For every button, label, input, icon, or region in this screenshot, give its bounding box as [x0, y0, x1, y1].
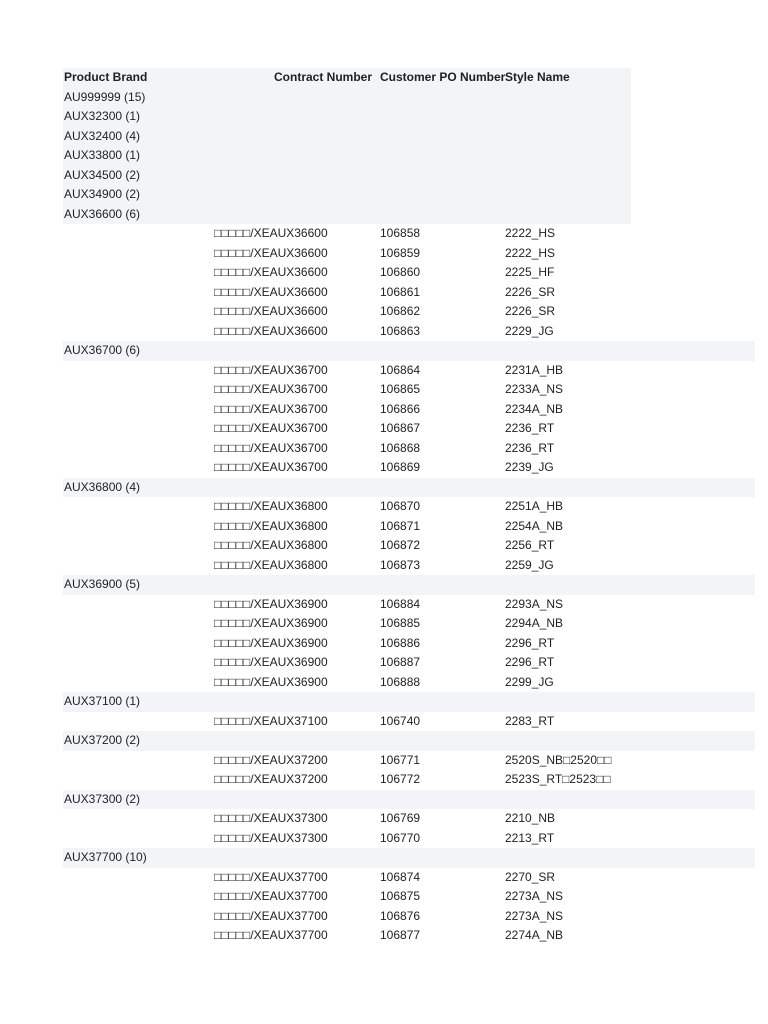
- customer-po-cell: 106869: [380, 460, 421, 474]
- style-name-cell: 2210_NB: [505, 811, 556, 825]
- table-row[interactable]: [63, 614, 755, 634]
- contract-number-cell: □□□□□/XEAUX36800: [214, 518, 328, 533]
- brand-label: AUX37700 (10): [64, 850, 147, 864]
- contract-number-cell: □□□□□/XEAUX36700: [214, 460, 328, 474]
- style-name-cell: 2296_RT: [505, 635, 555, 650]
- customer-po-cell: 106865: [380, 382, 421, 396]
- contract-number-cell: □□□□□/XEAUX37700: [214, 869, 328, 884]
- contract-number-cell: □□□□□/XEAUX37200: [214, 772, 328, 786]
- table-row[interactable]: [63, 712, 755, 732]
- style-name-cell: 2236_RT: [505, 421, 555, 435]
- table-row[interactable]: [63, 302, 755, 322]
- brand-list: [63, 88, 755, 225]
- contract-number-cell: □□□□□/XEAUX37200: [214, 752, 328, 767]
- style-name-cell: 2226_SR: [505, 284, 556, 299]
- style-name-cell: 2293A_NS: [505, 596, 564, 611]
- customer-po-cell: 106772: [380, 772, 421, 786]
- brand-row[interactable]: [63, 146, 631, 166]
- style-name-cell: 2273A_NS: [505, 908, 564, 923]
- customer-po-cell: 106740: [380, 713, 421, 728]
- contract-number-cell: □□□□□/XEAUX36700: [214, 401, 328, 416]
- contract-number-cell: □□□□□/XEAUX36700: [214, 362, 328, 377]
- table-row[interactable]: [63, 673, 755, 693]
- brand-label: AUX36700 (6): [64, 343, 141, 357]
- style-name-cell: 2294A_NB: [505, 616, 564, 630]
- contract-number-cell: □□□□□/XEAUX36900: [214, 674, 328, 689]
- table-row[interactable]: [63, 770, 755, 790]
- style-name-cell: 2233A_NS: [505, 382, 564, 396]
- table-row[interactable]: [63, 263, 755, 283]
- customer-po-cell: 106885: [380, 616, 421, 630]
- contract-number-cell: □□□□□/XEAUX36600: [214, 265, 328, 279]
- style-name-cell: 2274A_NB: [505, 928, 564, 942]
- customer-po-cell: 106861: [380, 284, 421, 299]
- brand-row[interactable]: [63, 692, 755, 712]
- brand-row[interactable]: [63, 127, 631, 147]
- table-row[interactable]: [63, 283, 755, 303]
- header-style-name: Style Name: [505, 70, 570, 84]
- table-row[interactable]: [63, 458, 755, 478]
- table-row[interactable]: [63, 400, 755, 420]
- brand-label: AU999999 (15): [64, 89, 146, 104]
- brand-row[interactable]: [63, 848, 755, 868]
- brand-row[interactable]: [63, 478, 755, 498]
- customer-po-cell: 106770: [380, 830, 421, 845]
- brand-label: AUX36800 (4): [64, 479, 141, 494]
- table-header-row: [63, 68, 631, 88]
- contract-number-cell: □□□□□/XEAUX36600: [214, 284, 328, 299]
- table-row[interactable]: [63, 809, 755, 829]
- customer-po-cell: 106863: [380, 323, 421, 338]
- brand-label: AUX37200 (2): [64, 733, 141, 747]
- customer-po-cell: 106877: [380, 928, 421, 942]
- contract-number-cell: □□□□□/XEAUX36800: [214, 499, 328, 513]
- table-row[interactable]: [63, 536, 755, 556]
- table-row[interactable]: [63, 829, 755, 849]
- contract-number-cell: □□□□□/XEAUX36700: [214, 440, 328, 455]
- table-row[interactable]: [63, 751, 755, 771]
- customer-po-cell: 106872: [380, 538, 421, 552]
- brand-row[interactable]: [63, 205, 631, 225]
- brand-row[interactable]: [63, 166, 631, 186]
- style-name-cell: 2213_RT: [505, 830, 555, 845]
- brand-label: AUX32300 (1): [64, 109, 141, 123]
- customer-po-cell: 106887: [380, 655, 421, 669]
- table-row[interactable]: [63, 224, 755, 244]
- table-row[interactable]: [63, 497, 755, 517]
- style-name-cell: 2236_RT: [505, 440, 555, 455]
- contract-number-cell: □□□□□/XEAUX36700: [214, 421, 328, 435]
- brand-row[interactable]: [63, 88, 631, 108]
- style-name-cell: 2270_SR: [505, 869, 556, 884]
- customer-po-cell: 106874: [380, 869, 421, 884]
- brand-label: AUX32400 (4): [64, 128, 141, 143]
- customer-po-cell: 106870: [380, 499, 421, 513]
- style-name-cell: 2234A_NB: [505, 401, 564, 416]
- contract-number-cell: □□□□□/XEAUX36900: [214, 596, 328, 611]
- table-row[interactable]: [63, 361, 755, 381]
- table-row[interactable]: [63, 419, 755, 439]
- contract-number-cell: □□□□□/XEAUX37300: [214, 811, 328, 825]
- brand-label: AUX37100 (1): [64, 694, 141, 708]
- customer-po-cell: 106875: [380, 889, 421, 903]
- customer-po-cell: 106866: [380, 401, 421, 416]
- table-row[interactable]: [63, 653, 755, 673]
- contract-number-cell: □□□□□/XEAUX36600: [214, 245, 328, 260]
- style-name-cell: 2229_JG: [505, 323, 554, 338]
- table-row[interactable]: [63, 887, 755, 907]
- customer-po-cell: 106858: [380, 226, 421, 240]
- contract-number-cell: □□□□□/XEAUX36800: [214, 557, 328, 572]
- table-row[interactable]: [63, 322, 755, 342]
- style-name-cell: 2259_JG: [505, 557, 554, 572]
- customer-po-cell: 106888: [380, 674, 421, 689]
- contract-number-cell: □□□□□/XEAUX37700: [214, 889, 328, 903]
- customer-po-cell: 106862: [380, 304, 421, 318]
- style-name-cell: 2222_HS: [505, 226, 556, 240]
- contract-number-cell: □□□□□/XEAUX36900: [214, 655, 328, 669]
- contract-number-cell: □□□□□/XEAUX37100: [214, 713, 328, 728]
- brand-label: AUX33800 (1): [64, 148, 141, 162]
- customer-po-cell: 106771: [380, 752, 421, 767]
- style-name-cell: 2226_SR: [505, 304, 556, 318]
- brand-label: AUX36900 (5): [64, 577, 141, 591]
- contract-number-cell: □□□□□/XEAUX37700: [214, 908, 328, 923]
- customer-po-cell: 106867: [380, 421, 421, 435]
- style-name-cell: 2283_RT: [505, 713, 555, 728]
- customer-po-cell: 106860: [380, 265, 421, 279]
- style-name-cell: 2239_JG: [505, 460, 554, 474]
- brand-row[interactable]: [63, 575, 755, 595]
- style-name-cell: 2254A_NB: [505, 518, 564, 533]
- customer-po-cell: 106876: [380, 908, 421, 923]
- customer-po-cell: 106884: [380, 596, 421, 611]
- brand-label: AUX36600 (6): [64, 206, 141, 221]
- header-product-brand: Product Brand: [64, 70, 148, 84]
- brand-row[interactable]: [63, 790, 755, 810]
- contract-number-cell: □□□□□/XEAUX36600: [214, 304, 328, 318]
- table-row[interactable]: [63, 926, 755, 946]
- style-name-cell: 2523S_RT□2523□□: [505, 772, 611, 786]
- contract-number-cell: □□□□□/XEAUX36700: [214, 382, 328, 396]
- table-row[interactable]: [63, 868, 755, 888]
- style-name-cell: 2222_HS: [505, 245, 556, 260]
- brand-row[interactable]: [63, 185, 631, 205]
- table-row[interactable]: [63, 439, 755, 459]
- brand-row[interactable]: [63, 341, 755, 361]
- style-name-cell: 2273A_NS: [505, 889, 564, 903]
- brand-row[interactable]: [63, 107, 631, 127]
- table-row[interactable]: [63, 595, 755, 615]
- style-name-cell: 2256_RT: [505, 538, 555, 552]
- brand-label: AUX34500 (2): [64, 167, 141, 182]
- style-name-cell: 2231A_HB: [505, 362, 564, 377]
- contract-number-cell: □□□□□/XEAUX36900: [214, 616, 328, 630]
- brand-row[interactable]: [63, 731, 755, 751]
- report-table: [63, 68, 755, 946]
- contract-number-cell: □□□□□/XEAUX36900: [214, 635, 328, 650]
- brand-label: AUX37300 (2): [64, 791, 141, 806]
- contract-number-cell: □□□□□/XEAUX36600: [214, 323, 328, 338]
- style-name-cell: 2251A_HB: [505, 499, 564, 513]
- customer-po-cell: 106873: [380, 557, 421, 572]
- table-row[interactable]: [63, 634, 755, 654]
- header-contract-number: Contract Number: [274, 70, 373, 84]
- style-name-cell: 2225_HF: [505, 265, 555, 279]
- contract-number-cell: □□□□□/XEAUX36600: [214, 226, 328, 240]
- contract-number-cell: □□□□□/XEAUX37300: [214, 830, 328, 845]
- customer-po-cell: 106864: [380, 362, 421, 377]
- brand-label: AUX34900 (2): [64, 187, 141, 201]
- style-name-cell: 2520S_NB□2520□□: [505, 752, 612, 767]
- table-row[interactable]: [63, 556, 755, 576]
- customer-po-cell: 106859: [380, 245, 421, 260]
- brand-groups: [63, 224, 755, 946]
- contract-number-cell: □□□□□/XEAUX36800: [214, 538, 328, 552]
- table-row[interactable]: [63, 517, 755, 537]
- customer-po-cell: 106886: [380, 635, 421, 650]
- contract-number-cell: □□□□□/XEAUX37700: [214, 928, 328, 942]
- style-name-cell: 2299_JG: [505, 674, 554, 689]
- table-row[interactable]: [63, 380, 755, 400]
- customer-po-cell: 106868: [380, 440, 421, 455]
- table-row[interactable]: [63, 907, 755, 927]
- customer-po-cell: 106769: [380, 811, 421, 825]
- customer-po-cell: 106871: [380, 518, 421, 533]
- style-name-cell: 2296_RT: [505, 655, 555, 669]
- header-customer-po-number: Customer PO Number: [380, 70, 506, 84]
- table-row[interactable]: [63, 244, 755, 264]
